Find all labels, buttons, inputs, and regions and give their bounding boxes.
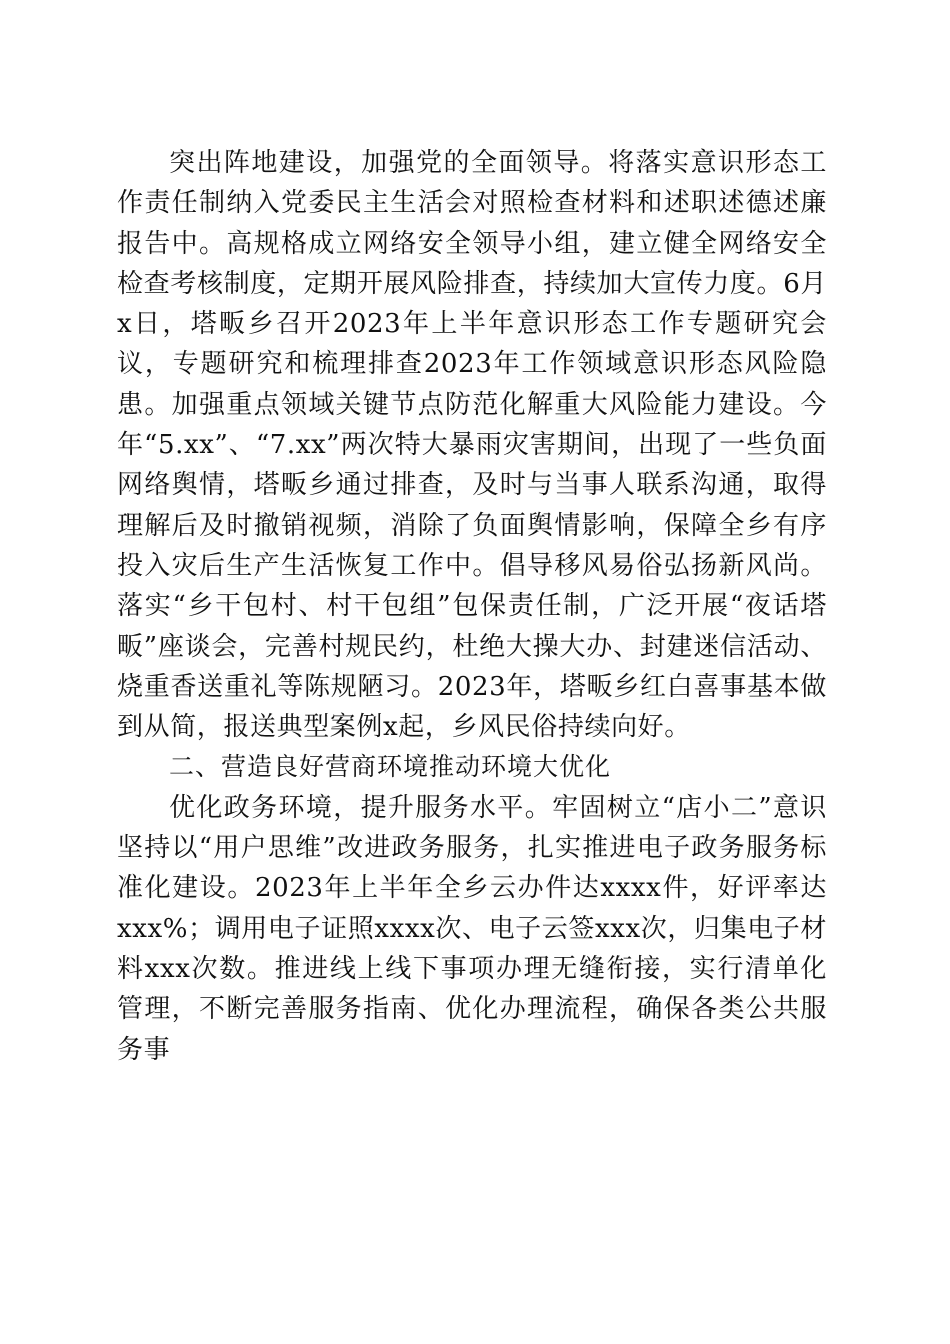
paragraph-government-service: 优化政务环境，提升服务水平。牢固树立“店小二”意识坚持以“用户思维”改进政务服务，扎实推进电子政务服务标准化建设。2023年上半年全乡云办件达xxxx件，好评率达xxx%；调用电子证照xxxx次、电子云签xxx次，归集电子材料xxx次数。推进线上线下事项办理无缝衔接，实行清单化管理，不断完善服务指南、优化办理流程，确保各类公共服务事 <box>117 792 827 1065</box>
section-heading-business-environment: 二、营造良好营商环境推动环境大优化 <box>169 752 612 782</box>
paragraph-positional-building: 突出阵地建设，加强党的全面领导。将落实意识形态工作责任制纳入党委民主生活会对照检查材料和述职述德述廉报告中。高规格成立网络安全领导小组，建立健全网络安全检查考核制度，定期开展风险排查，持续加大宣传力度。6月x日，塔畈乡召开2023年上半年意识形态工作专题研究会议，专题研究和梳理排查2023年工作领域意识形态风险隐患。加强重点领域关键节点防范化解重大风险能力建设。今年“5.xx”、“7.xx”两次特大暴雨灾害期间，出现了一些负面网络舆情，塔畈乡通过排查，及时与当事人联系沟通，取得理解后及时撤销视频，消除了负面舆情影响，保障全乡有序投入灾后生产生活恢复工作中。倡导移风易俗弘扬新风尚。落实“乡干包村、村干包组”包保责任制，广泛开展“夜话塔畈”座谈会，完善村规民约，杜绝大操大办、封建迷信活动、烧重香送重礼等陈规陋习。2023年，塔畈乡红白喜事基本做到从简，报送典型案例x起，乡风民俗持续向好。 <box>117 148 827 743</box>
document-body <box>117 143 827 1070</box>
